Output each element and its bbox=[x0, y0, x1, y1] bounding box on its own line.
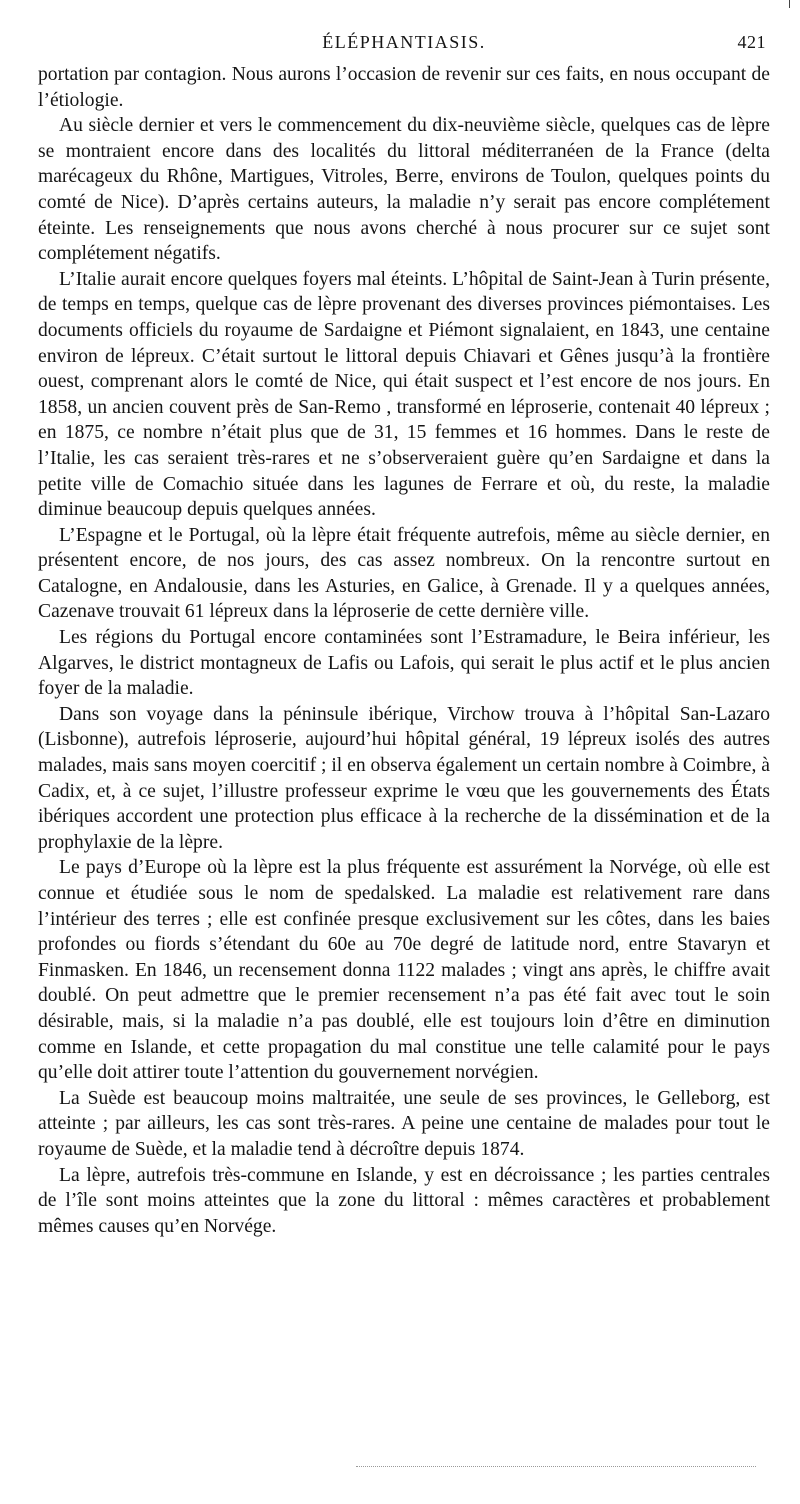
running-head bbox=[38, 26, 770, 62]
paragraph-italy: L’Italie aurait encore quelques foyers mal éteints. L’hôpital de Saint-Jean à Turin présente, de temps en temps, quelque cas de lèpre provenant des diverses provinces piémontaises. Les documents officiels du royaume de Sardaigne et Piémont signalaient, en 1843, une centaine environ de lépreux. C’était surtout le littoral depuis Chiavari et Gênes jusqu’à la frontière ouest, comprenant alors le comté de Nice, qui était suspect et l’est encore de nos jours. En 1858, un ancien couvent près de San-Remo , transformé en léproserie, contenait 40 lépreux ; en 1875, ce nombre n’était plus que de 31, 15 femmes et 16 hommes. Dans le reste de l’Italie, les cas seraient très-rares et ne s’observeraient guère qu’en Sardaigne et dans la petite ville de Comachio située dans les lagunes de Ferrare et où, du reste, la maladie diminue beaucoup depuis quelques années. bbox=[38, 268, 770, 521]
running-title: ÉLÉPHANTIASIS. bbox=[322, 32, 486, 52]
paragraph-spain-portugal: L’Espagne et le Portugal, où la lèpre était fréquente autrefois, même au siècle dernier, en présentent encore, de nos jours, des cas assez nombreux. On la rencontre surtout en Catalogne, en Andalousie, dans les Asturies, en Galice, à Grenade. Il y a quelques années, Cazenave trouvait 61 lépreux dans la léproserie de cette dernière ville. bbox=[38, 524, 770, 623]
document-page bbox=[38, 26, 770, 1239]
paragraph-contagion-continuation: portation par contagion. Nous aurons l’occasion de revenir sur ces faits, en nous occupant de l’étiologie. bbox=[38, 64, 770, 111]
paragraph-norway: Le pays d’Europe où la lèpre est la plus fréquente est assurément la Norvége, où elle est connue et étudiée sous le nom de spedalsked. La maladie est relativement rare dans l’intérieur des terres ; elle est confinée presque exclusivement sur les côtes, dans les baies profondes ou fiords s’étendant du 60e au 70e degré de latitude nord, entre Stavaryn et Finmasken. En 1846, un recensement donna 1122 malades ; vingt ans après, le chiffre avait doublé. On peut admettre que le premier recensement n’a pas été fait avec tout le soin désirable, mais, si la maladie n’a pas doublé, elle est toujours loin d’être en diminution comme en Islande, et cette propagation du mal constitue une telle calamité pour le pays qu’elle doit attirer toute l’attention du gouvernement norvégien. bbox=[38, 857, 770, 1084]
paragraph-iceland: La lèpre, autrefois très-commune en Islande, y est en décroissance ; les parties centrales de l’île sont moins atteintes que la zone du littoral : mêmes caractères et probablement mêmes causes qu’en Norvége. bbox=[38, 1164, 770, 1237]
paragraph-virchow: Dans son voyage dans la péninsule ibérique, Virchow trouva à l’hôpital San-Lazaro (Lisbonne), autrefois léproserie, aujourd’hui hôpital général, 19 lépreux isolés des autres malades, mais sans moyen coercitif ; il en observa également un certain nombre à Coimbre, à Cadix, et, à ce sujet, l’illustre professeur exprime le vœu que les gouvernements des États ibériques accordent une protection plus efficace à la recherche de la dissémination et de la prophylaxie de la lèpre. bbox=[38, 703, 770, 853]
page-number: 421 bbox=[737, 32, 766, 52]
paragraph-portugal-regions: Les régions du Portugal encore contaminées sont l’Estramadure, le Beira inférieur, les Algarves, le district montagneux de Lafis ou Lafois, qui serait le plus actif et le plus ancien foyer de la maladie. bbox=[38, 627, 770, 700]
paragraph-sweden: La Suède est beaucoup moins maltraitée, une seule de ses provinces, le Gelleborg, est atteinte ; par ailleurs, les cas sont très-rares. A peine une centaine de malades pour tout le royaume de Suède, et la maladie tend à décroître depuis 1874. bbox=[38, 1087, 770, 1160]
paragraph-france: Au siècle dernier et vers le commencement du dix-neuvième siècle, quelques cas de lèpre se montraient encore dans des localités du littoral méditerranéen de la France (delta marécageux du Rhône, Martigues, Vitroles, Berre, environs de Toulon, quelques points du comté de Nice). D’après certains auteurs, la maladie n’y serait pas encore complétement éteinte. Les renseignements que nous avons cherché à nous procurer sur ce sujet sont complétement négatifs. bbox=[38, 115, 770, 265]
body-text bbox=[38, 62, 770, 1239]
scan-mark bbox=[789, 0, 790, 8]
footer-rule bbox=[356, 1466, 756, 1467]
